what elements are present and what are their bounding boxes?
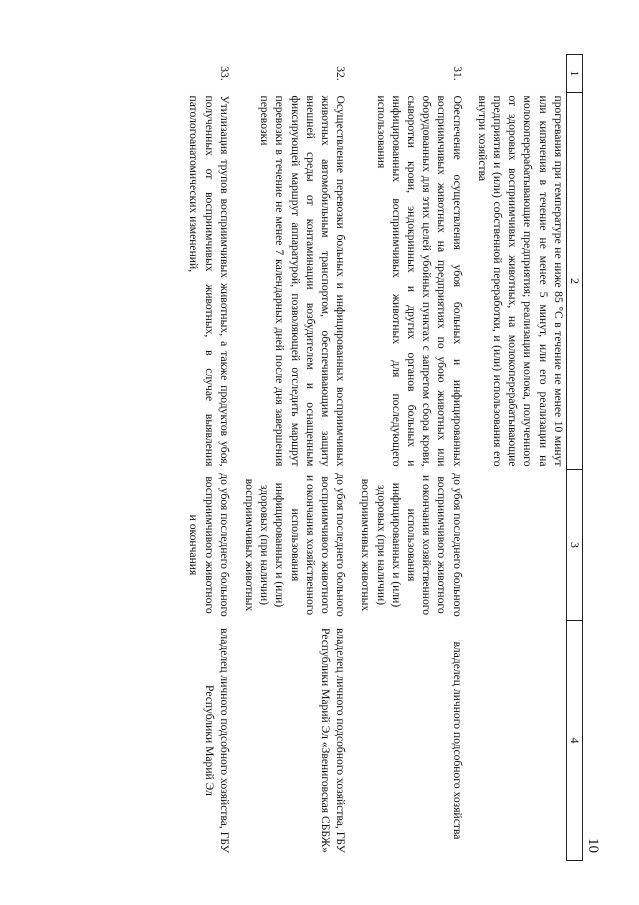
row-number: 32.	[334, 66, 348, 81]
table-row	[186, 55, 232, 861]
column-header: 4	[566, 621, 582, 861]
row-number	[475, 55, 567, 93]
table-row	[475, 55, 567, 861]
page-number: 10	[585, 838, 601, 853]
measure-period	[475, 470, 567, 621]
row-number: 31.	[450, 66, 464, 81]
column-header: 3	[566, 470, 582, 621]
measure-period: до убоя последнего больного восприимчивого животного и окончания	[187, 473, 231, 617]
measure-responsible: владелец личного подсобного хозяйства, ГБУ Республики Марий Эл	[202, 628, 231, 853]
measure-responsible: владелец личного подсобного хозяйства, ГБУ Республики Марий Эл «Звениговская СББЖ»	[318, 628, 348, 853]
table-header-row	[566, 55, 582, 861]
table-row	[358, 55, 464, 861]
row-number: 33.	[217, 66, 231, 81]
measure-responsible: владелец личного подсобного хозяйства	[450, 641, 464, 840]
column-header: 2	[566, 93, 582, 470]
column-header: 1	[566, 55, 582, 93]
measure-description: Осуществление перевозки больных и инфицированных восприимчивых животных автомобильным транспортом, обеспечивающим защиту внешней среды от контаминации возбудителем и оснащенным фиксирующей маршрут аппаратурой, позволяющей отследить маршрут перевозки в течение не менее 7 календарных дней после дня завершения перевозки	[258, 95, 348, 467]
measure-period: до убоя последнего больного восприимчивого животного и окончания хозяйственного использования инфицированных и (или) здоровых (при наличии) восприимчивых животных	[359, 473, 464, 617]
measure-responsible	[475, 621, 567, 861]
measure-description: Утилизация трупов восприимчивых животных, а также продуктов убоя, полученных от восприимчивых животных, в случае выявления патологоанатомических изменений,	[187, 95, 231, 467]
measure-description: прогревания при температуре не ниже 85 °С в течение не менее 10 минут или кипячения в течение не менее 5 минут, или его реализации на молокоперерабатывающие предприятия; реализации молока, полученного от здоровых восприимчивых животных, на молокоперерабатывающие предприятия и (или) собственной переработки, и (или) использования его внутри хозяйства	[475, 95, 565, 467]
table-row	[242, 55, 348, 861]
measure-period: до убоя последнего больного восприимчивого животного и окончания хозяйственного использования инфицированных и (или) здоровых (при наличии) восприимчивых животных	[242, 473, 348, 617]
measure-description: Обеспечение осуществления убоя больных и инфицированных восприимчивых животных на предприятиях по убою животных или оборудованных для этих целей убойных пунктах с запретом сбора крови, сыворотки крови, эндокринных и других органов больных и инфицированных восприимчивых животных для последующего использования	[374, 95, 464, 467]
measures-table	[186, 54, 583, 861]
